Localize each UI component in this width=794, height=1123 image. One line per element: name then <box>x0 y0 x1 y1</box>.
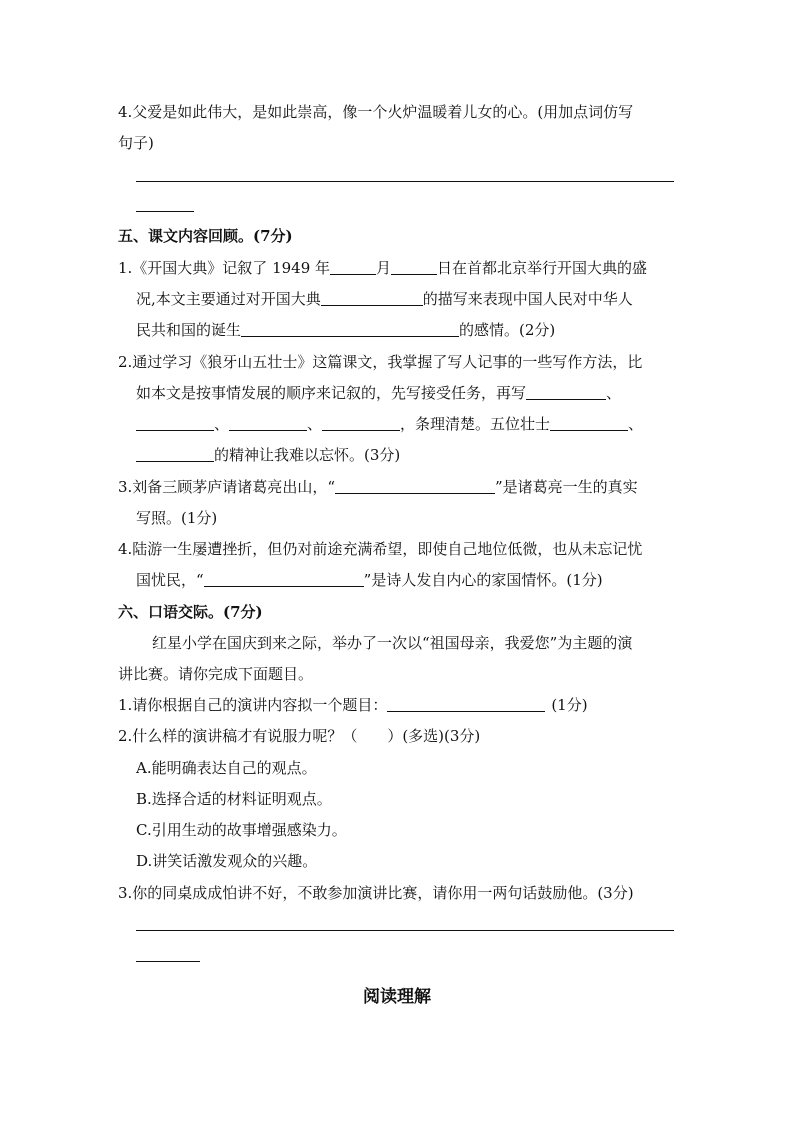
s5-q2-line3: 、 、 ，条理清楚。五位壮士 、 <box>136 413 643 435</box>
option-d[interactable]: D.讲笑话激发观众的兴趣。 <box>136 852 318 870</box>
blank-quote-zhuge[interactable] <box>335 477 495 494</box>
blank-feeling[interactable] <box>241 320 459 337</box>
blank-month[interactable] <box>330 258 376 275</box>
s5-q2-line1: 2.通过学习《狼牙山五壮士》这篇课文，我掌握了写人记事的一些写作方法，比 <box>118 353 643 371</box>
s6-intro-line2: 讲比赛。请你完成下面题目。 <box>118 665 314 683</box>
blank-event-2[interactable] <box>136 414 214 431</box>
s4-q4-line2: 句子) <box>118 134 154 152</box>
blank-event-3[interactable] <box>229 414 307 431</box>
section5-heading: 五、课文内容回顾。(7分) <box>118 227 293 245</box>
blank-day[interactable] <box>391 258 437 275</box>
blank-ceremony[interactable] <box>321 289 423 306</box>
s5-q4-line2: 国忧民，“ ”是诗人发自内心的家国情怀。(1分) <box>136 571 603 589</box>
blank-event-4[interactable] <box>322 414 400 431</box>
blank-spirit-2[interactable] <box>136 445 214 462</box>
s5-q3-line1: 3.刘备三顾茅庐请诸葛亮出山，“ ”是诸葛亮一生的真实 <box>118 478 638 496</box>
s5-q1-line3: 民共和国的诞生 的感情。(2分) <box>136 321 556 339</box>
answer-line[interactable] <box>136 930 674 931</box>
answer-line[interactable] <box>136 181 674 182</box>
s6-intro-line1: 红星小学在国庆到来之际，举办了一次以“祖国母亲，我爱您”为主题的演 <box>152 634 633 652</box>
option-a[interactable]: A.能明确表达自己的观点。 <box>136 759 317 777</box>
s5-q2-line4: 的精神让我难以忘怀。(3分) <box>136 444 400 466</box>
s5-q2-line2: 如本文是按事情发展的顺序来记叙的，先写接受任务，再写 、 <box>136 384 622 402</box>
answer-line-short[interactable] <box>136 961 200 962</box>
section6-heading: 六、口语交际。(7分) <box>118 603 263 621</box>
answer-line-short[interactable] <box>136 211 194 212</box>
s6-q1: 1.请你根据自己的演讲内容拟一个题目： (1分) <box>118 696 588 714</box>
s4-q4-line1: 4.父爱是如此伟大，是如此崇高，像一个火炉温暖着儿女的心。(用加点词仿写 <box>118 103 634 121</box>
s5-q4-line1: 4.陆游一生屡遭挫折，但仍对前途充满希望，即使自己地位低微，也从未忘记忧 <box>118 540 643 558</box>
reading-title: 阅读理解 <box>363 987 431 1007</box>
option-b[interactable]: B.选择合适的材料证明观点。 <box>136 790 332 808</box>
s6-q2: 2.什么样的演讲稿才有说服力呢？（ ）(多选)(3分) <box>118 727 481 745</box>
s5-q3-line2: 写照。(1分) <box>136 509 218 527</box>
option-c[interactable]: C.引用生动的故事增强感染力。 <box>136 821 347 839</box>
blank-speech-title[interactable] <box>387 695 545 712</box>
s5-q1-line2: 况,本文主要通过对开国大典 的描写来表现中国人民对中华人 <box>136 290 633 308</box>
blank-event-1[interactable] <box>526 383 606 400</box>
blank-spirit-1[interactable] <box>550 414 628 431</box>
s5-q1-line1: 1.《开国大典》记叙了 1949 年 月 日在首都北京举行开国大典的盛 <box>118 259 648 277</box>
blank-quote-luyou[interactable] <box>204 570 364 587</box>
s6-q3: 3.你的同桌成成怕讲不好，不敢参加演讲比赛，请你用一两句话鼓励他。(3分) <box>118 884 634 902</box>
